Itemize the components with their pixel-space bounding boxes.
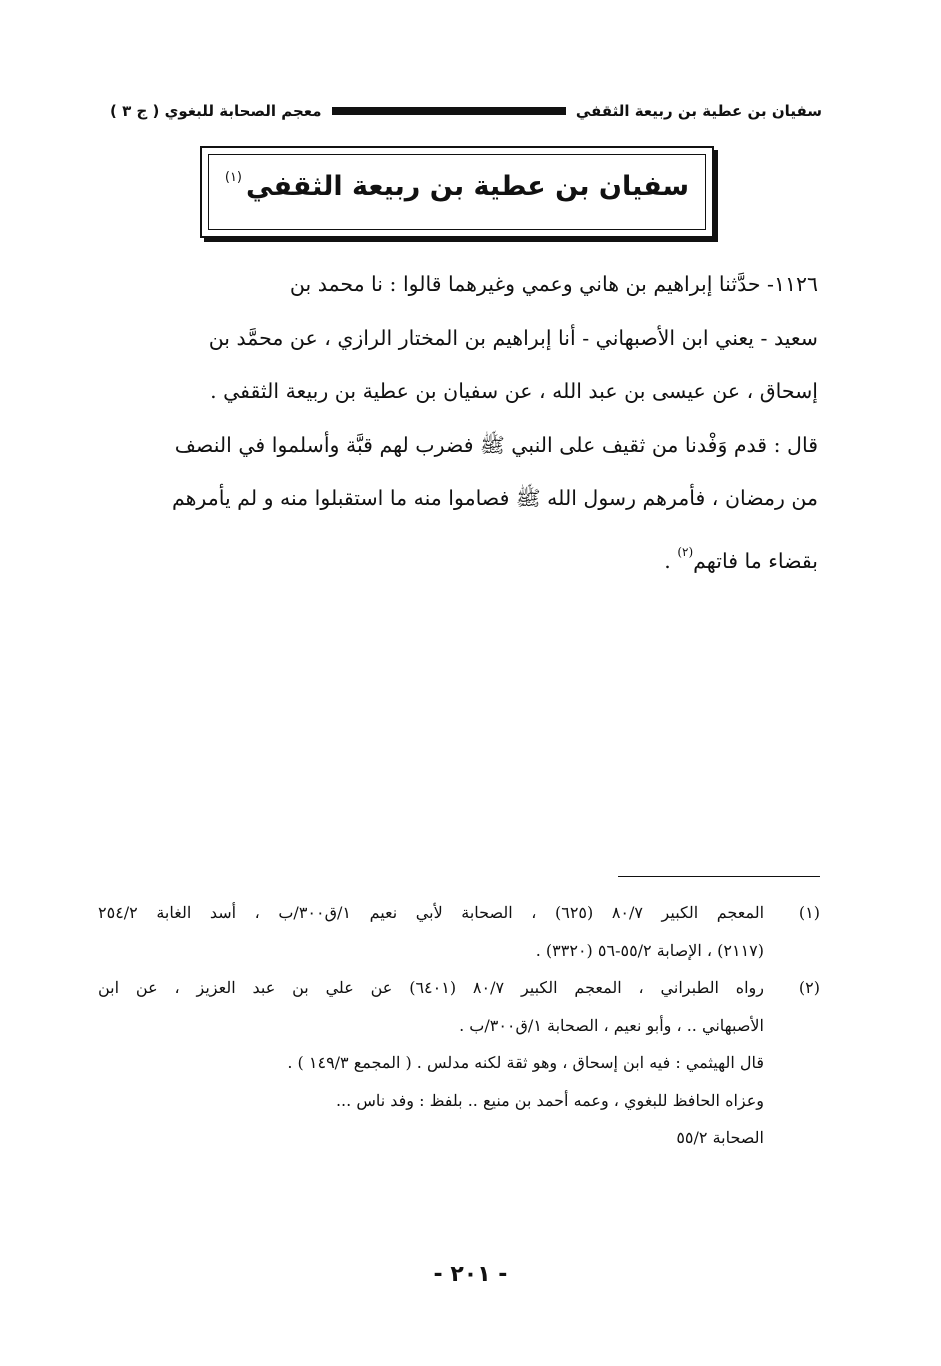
footnotes	[98, 894, 820, 1157]
entry-title-footnote-mark: (١)	[224, 170, 242, 185]
entry-title-frame	[200, 146, 714, 238]
entry-title	[202, 170, 712, 202]
footnote-line: قال الهيثمي : فيه ابن إسحاق ، وهو ثقة لكنه مدلس . ( المجمع ١٤٩/٣ ) .	[287, 1053, 764, 1072]
footnote-line: رواه الطبراني ، المعجم الكبير ٨٠/٧ (٦٤٠١) عن علي بن عبد العزيز ، عن ابن	[98, 978, 765, 997]
footnote-number: (١)	[798, 903, 820, 922]
footnote-line: وعزاه الحافظ للبغوي ، وعمه أحمد بن منيع .. بلفظ : وفد ناس ...	[335, 1090, 764, 1110]
footnote-line: (٢١١٧) ، الإصابة ٥٥/٢-٥٦ (٣٣٢٠) .	[535, 940, 764, 960]
body-line: من رمضان ، فأمرهم رسول الله ﷺ فصاموا منه ما استقبلوا منه و لم يأمرهم	[171, 486, 818, 510]
body-last-line	[98, 526, 818, 589]
footnote-line: الأصبهاني .. ، وأبو نعيم ، الصحابة ١/ق٣٠٠/ب .	[459, 1015, 764, 1035]
page-number: - ٢٠١ -	[433, 1262, 508, 1287]
body-line: قال : قدم وَفْدنا من ثقيف على النبي ﷺ فضرب لهم قبَّة وأسلموا في النصف	[174, 432, 818, 457]
body-line: إسحاق ، عن عيسى بن عبد الله ، عن سفيان بن عطية بن ربيعة الثقفي .	[210, 379, 818, 403]
hadith-text	[98, 258, 818, 588]
body-footnote-mark: (٢)	[677, 544, 694, 559]
header-book-title: معجم الصحابة للبغوي ( ج ٣ )	[110, 102, 322, 120]
body-last-line-text: بقضاء ما فاتهم	[693, 548, 818, 573]
body-line: ١١٢٦- حدَّثنا إبراهيم بن هاني وعمي وغيرهما قالوا : نا محمد بن	[289, 272, 818, 296]
entry-title-text: سفيان بن عطية بن ربيعة الثقفي	[246, 171, 690, 202]
footnote-line: الصحابة ٥٥/٢	[676, 1128, 764, 1147]
body-last-line-end: .	[664, 548, 671, 573]
footnote-number: (٢)	[798, 978, 820, 997]
body-line: سعيد - يعني ابن الأصبهاني - أنا إبراهيم بن المختار الرازي ، عن محمَّد بن	[208, 325, 818, 350]
footnote-line: المعجم الكبير ٨٠/٧ (٦٢٥) ، الصحابة لأبي نعيم ١/ق٣٠٠/ب ، أسد الغابة ٢٥٤/٢	[98, 903, 765, 922]
running-header	[110, 96, 822, 126]
footnote-2	[98, 969, 820, 1157]
header-entry-title: سفيان بن عطية بن ربيعة الثقفي	[575, 102, 822, 120]
footnote-separator	[618, 876, 820, 877]
header-rule	[332, 107, 566, 115]
footnote-1	[98, 894, 820, 969]
